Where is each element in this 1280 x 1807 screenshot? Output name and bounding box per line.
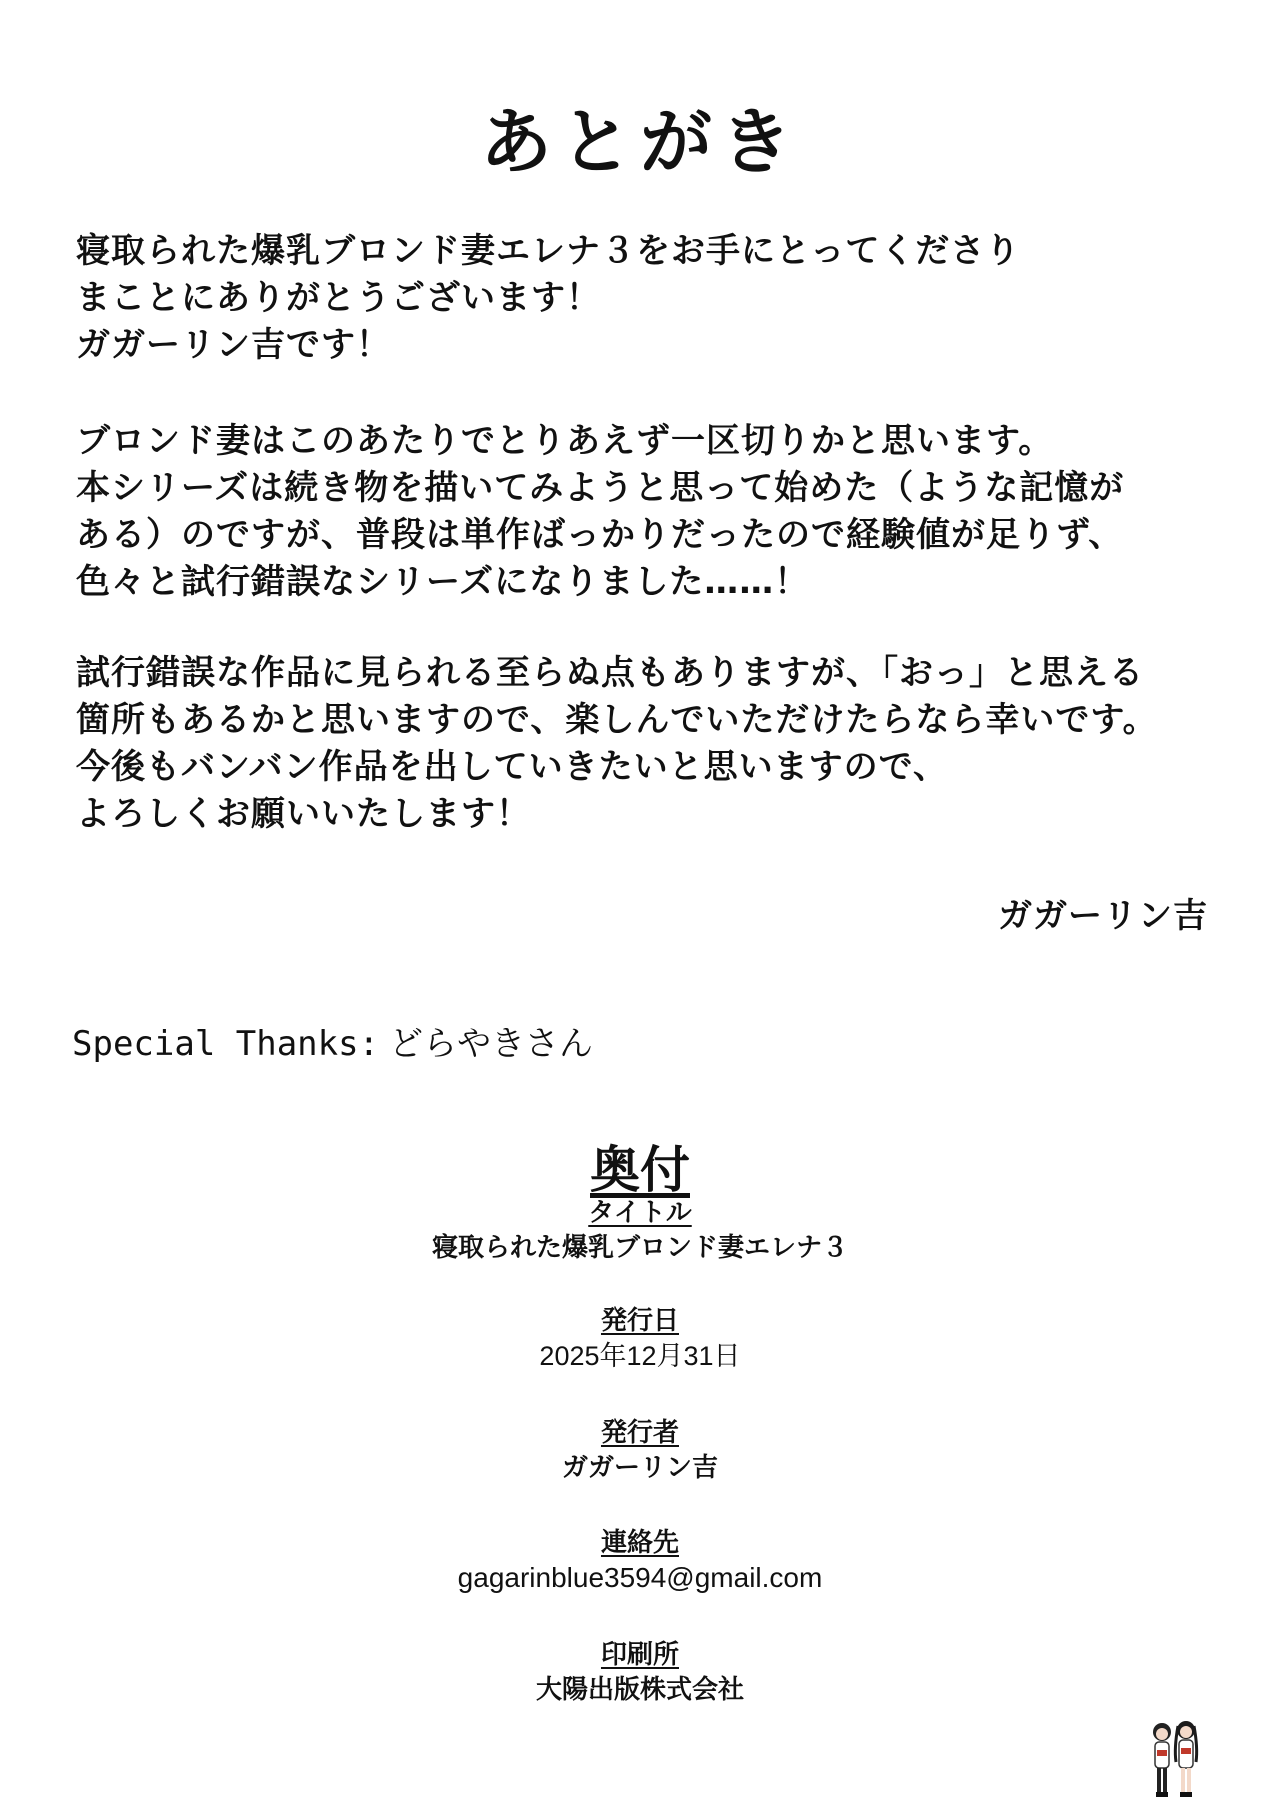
colophon-entry-contact xyxy=(0,1526,1280,1596)
paragraph-line: 今後もバンバン作品を出していきたいと思いますので、 xyxy=(76,747,948,787)
colophon-label: 発行日 xyxy=(600,1306,679,1336)
chibi-characters-icon xyxy=(1146,1718,1202,1800)
paragraph-line: 色々と試行錯誤なシリーズになりました……！ xyxy=(76,562,810,602)
colophon-label: 印刷所 xyxy=(600,1640,679,1670)
afterword-title: あとがき xyxy=(479,99,800,184)
paragraph-line: 箇所もあるかと思いますので、楽しんでいただけたらなら幸いです。 xyxy=(76,700,1158,740)
colophon-label: 発行者 xyxy=(600,1418,679,1448)
colophon-label: タイトル xyxy=(588,1198,692,1228)
colophon-label: 連絡先 xyxy=(600,1528,679,1558)
special-thanks-label: Special Thanks: xyxy=(72,1024,380,1064)
special-thanks-name: どらやきさん xyxy=(389,1024,594,1064)
afterword-paragraph-3 xyxy=(76,650,1216,838)
paragraph-line: 試行錯誤な作品に見られる至らぬ点もありますが、「おっ」と思える xyxy=(76,653,1144,693)
colophon-entry-date xyxy=(0,1304,1280,1374)
paragraph-line: よろしくお願いいたします！ xyxy=(76,794,531,834)
paragraph-line: ある）のですが、普段は単作ばっかりだったので経験値が足りず、 xyxy=(76,515,1124,555)
colophon-title: 奥付 xyxy=(590,1141,690,1199)
colophon-value: 寝取られた爆乳ブロンド妻エレナ３ xyxy=(431,1233,848,1263)
paragraph-line: まことにありがとうございます！ xyxy=(76,278,601,318)
paragraph-line: 寝取られた爆乳ブロンド妻エレナ３をお手にとってくださり xyxy=(76,231,1021,271)
contact-email: gagarinblue3594@gmail.com xyxy=(457,1562,823,1593)
colophon-entry-publisher xyxy=(0,1416,1280,1486)
colophon-entry-title xyxy=(0,1196,1280,1266)
afterword-paragraph-1 xyxy=(76,228,1216,369)
paragraph-line: ブロンド妻はこのあたりでとりあえず一区切りかと思います。 xyxy=(76,421,1054,461)
author-signature: ガガーリン吉 xyxy=(998,896,1208,936)
colophon-value: ガガーリン吉 xyxy=(561,1453,718,1483)
afterword-paragraph-2 xyxy=(76,418,1216,606)
colophon-value: 2025年12月31日 xyxy=(539,1341,741,1371)
colophon-entry-printer xyxy=(0,1638,1280,1708)
paragraph-line: 本シリーズは続き物を描いてみようと思って始めた（ような記憶が xyxy=(76,468,1125,508)
special-thanks xyxy=(72,1022,593,1066)
colophon-value: 大陽出版株式会社 xyxy=(535,1675,744,1705)
paragraph-line: ガガーリン吉です！ xyxy=(76,325,391,365)
